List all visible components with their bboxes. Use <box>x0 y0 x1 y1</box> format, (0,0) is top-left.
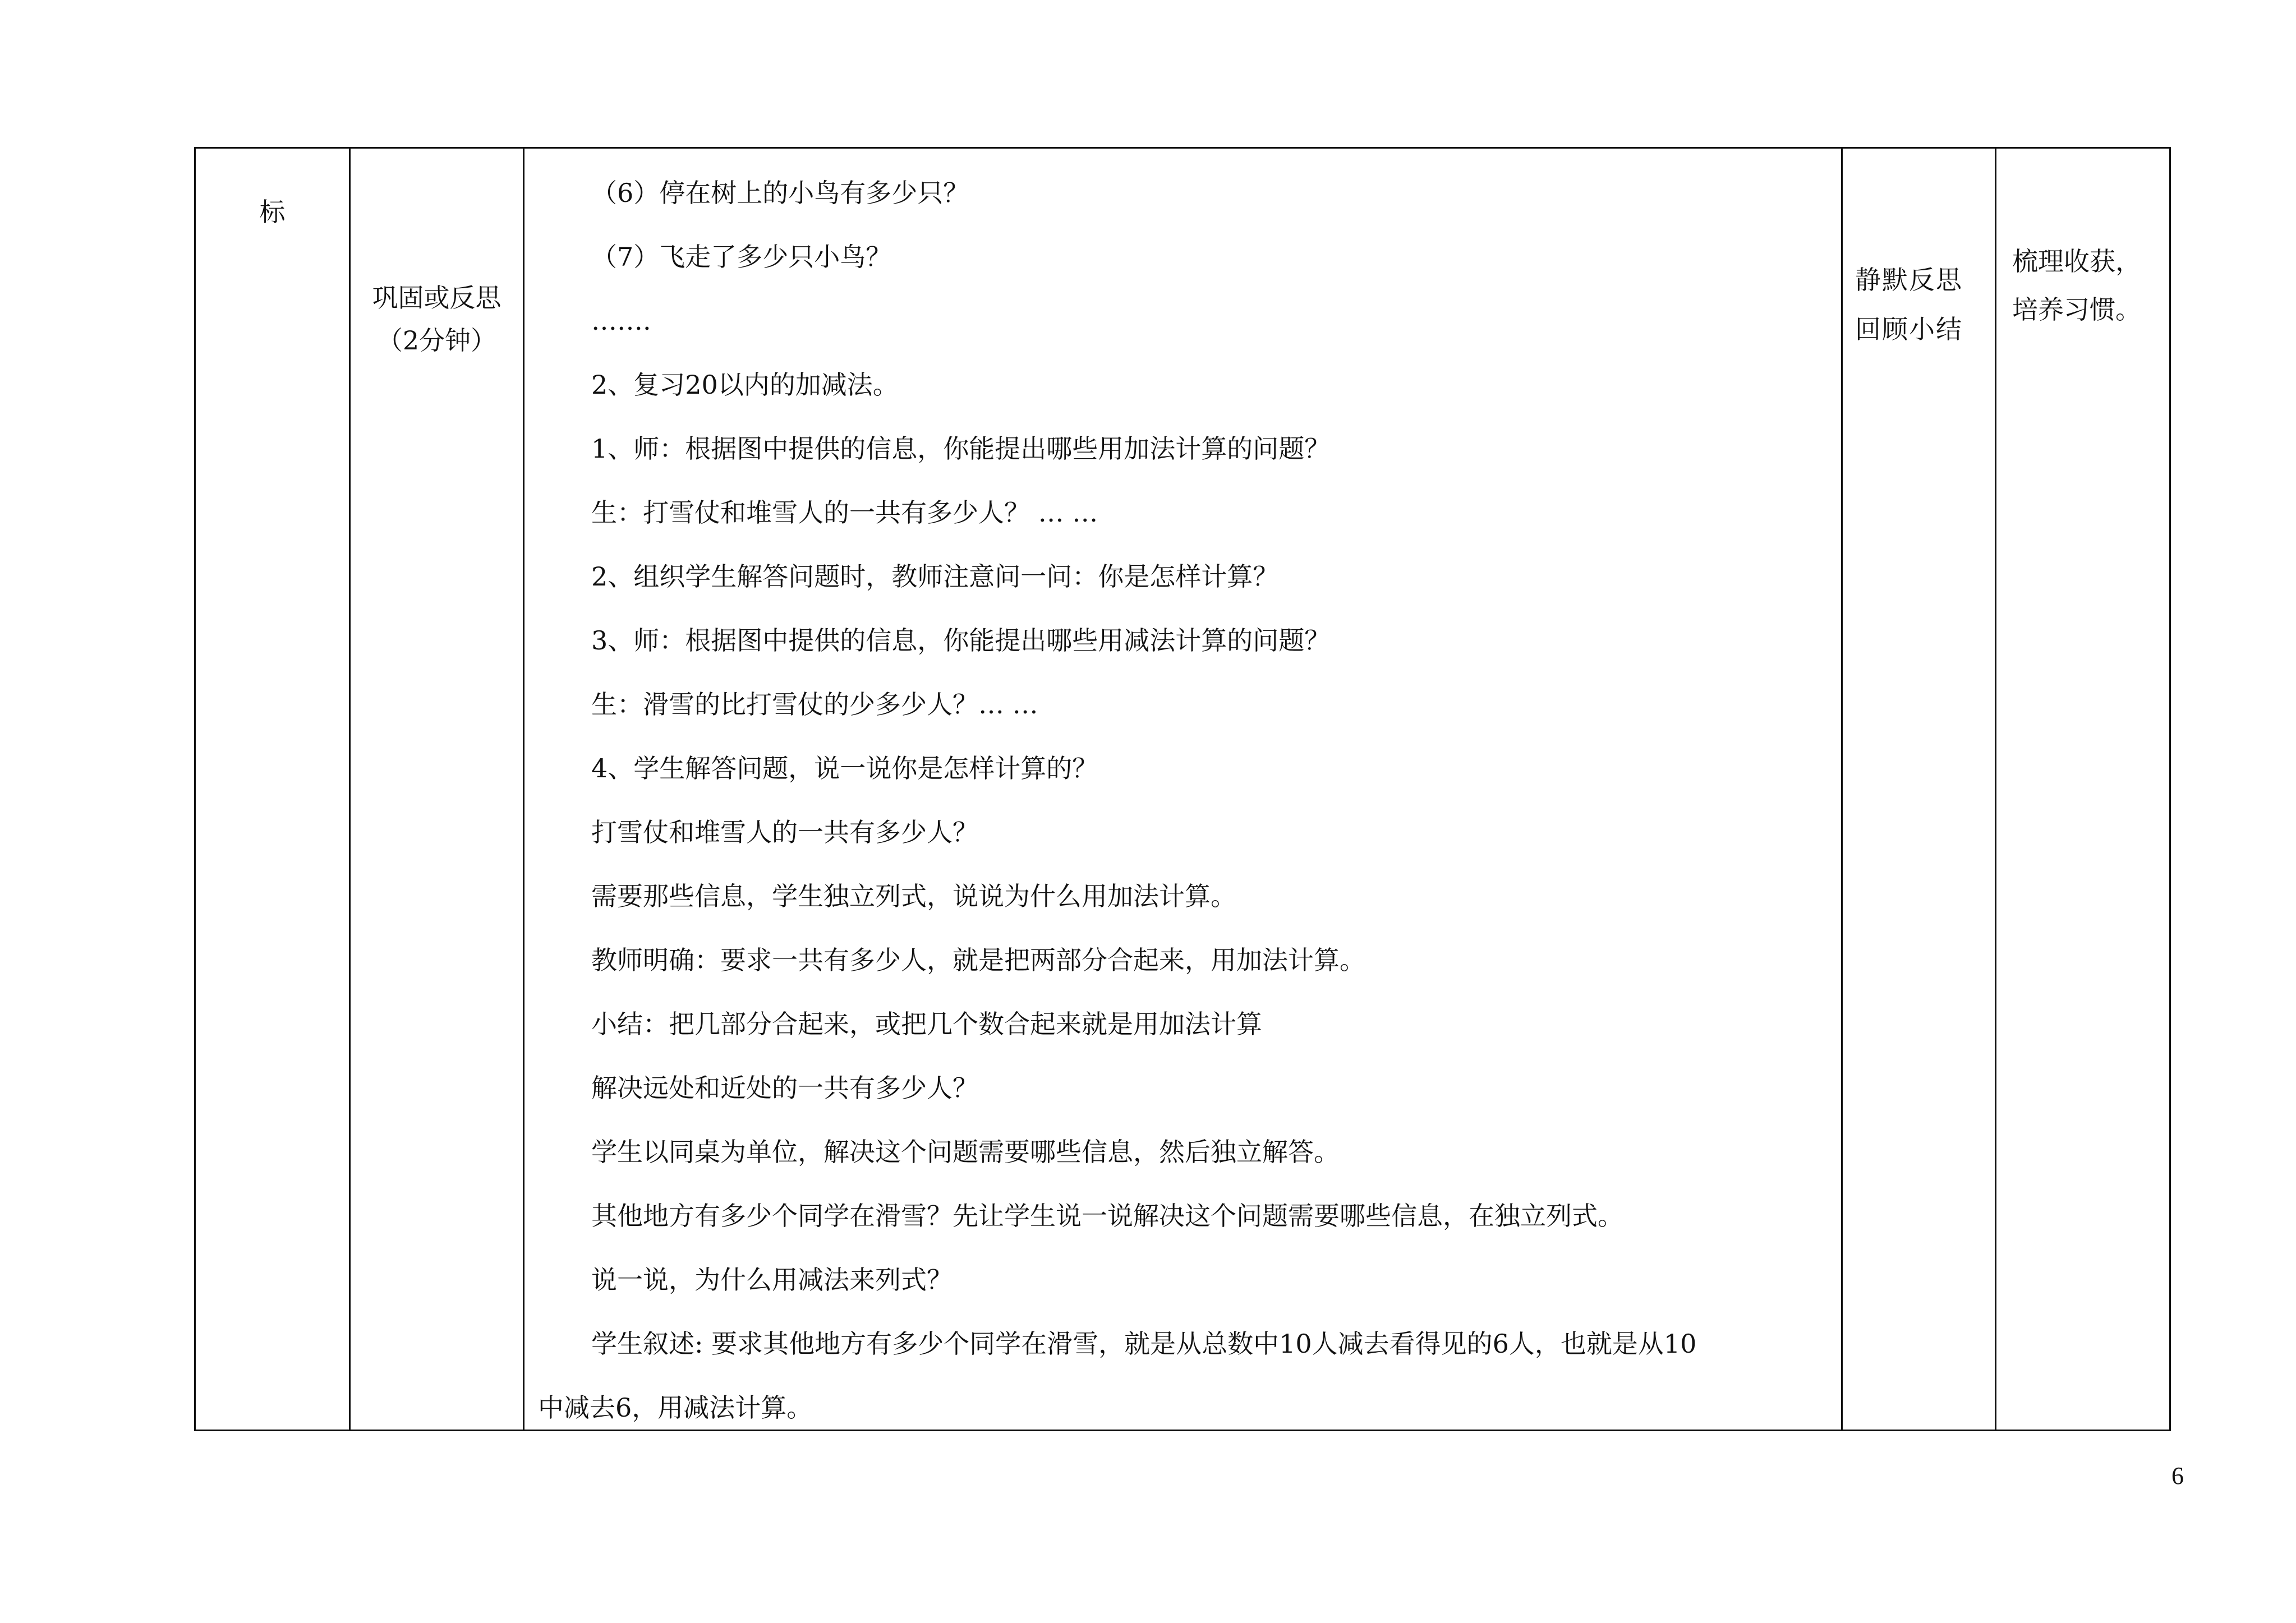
lesson-content <box>538 161 1826 1440</box>
content-line: 解决远处和近处的一共有多少人？ <box>591 1073 978 1103</box>
content-line: 教师明确：要求一共有多少人，就是把两部分合起来，用加法计算。 <box>591 945 1365 975</box>
table-column-design-intent <box>1996 149 2169 1430</box>
lesson-plan-table <box>194 147 2171 1431</box>
content-line: 学生叙述: 要求其他地方有多少个同学在滑雪，就是从总数中10人减去看得见的6人，也就是从10 <box>591 1329 1697 1359</box>
stage-title: 巩固或反思 <box>372 283 501 313</box>
table-column-stage <box>351 149 524 1430</box>
content-line: 生：滑雪的比打雪仗的少多少人？… … <box>591 689 1038 720</box>
column-label-text: 标 <box>259 197 286 227</box>
content-line: 2、组织学生解答问题时，教师注意问一问：你是怎样计算？ <box>591 561 1279 592</box>
content-line: 说一说，为什么用减法来列式？ <box>591 1265 953 1295</box>
content-line: 生：打雪仗和堆雪人的一共有多少人？ … … <box>591 497 1098 528</box>
content-line: 1、师：根据图中提供的信息，你能提出哪些用加法计算的问题？ <box>591 434 1331 464</box>
content-line: （6）停在树上的小鸟有多少只？ <box>591 178 969 208</box>
table-column-label <box>196 149 351 1430</box>
content-line: 其他地方有多少个同学在滑雪？先让学生说一说解决这个问题需要哪些信息，在独立列式。 <box>591 1201 1623 1231</box>
content-line: ……. <box>591 306 651 336</box>
student-activity-text: 静默反思回顾小结 <box>1855 265 1963 344</box>
content-line: （7）飞走了多少只小鸟？ <box>591 242 892 272</box>
content-line: 小结：把几部分合起来，或把几个数合起来就是用加法计算 <box>591 1009 1262 1039</box>
table-column-content <box>524 149 1843 1430</box>
table-column-student-activity <box>1843 149 1996 1430</box>
content-line: 打雪仗和堆雪人的一共有多少人？ <box>591 817 978 847</box>
content-line: 需要那些信息，学生独立列式，说说为什么用加法计算。 <box>591 881 1236 911</box>
stage-duration: （2分钟） <box>376 325 497 356</box>
page-number: 6 <box>2171 1462 2184 1490</box>
stage-cell <box>351 276 523 362</box>
content-line: 学生以同桌为单位，解决这个问题需要哪些信息，然后独立解答。 <box>591 1137 1340 1167</box>
design-intent-text: 梳理收获，培养习惯。 <box>2012 246 2141 325</box>
content-line: 4、学生解答问题，说一说你是怎样计算的？ <box>591 753 1098 783</box>
content-line: 3、师：根据图中提供的信息，你能提出哪些用减法计算的问题？ <box>591 625 1331 656</box>
content-line: 中减去6，用减法计算。 <box>538 1393 813 1423</box>
content-line: 2、复习20以内的加减法。 <box>591 370 899 400</box>
